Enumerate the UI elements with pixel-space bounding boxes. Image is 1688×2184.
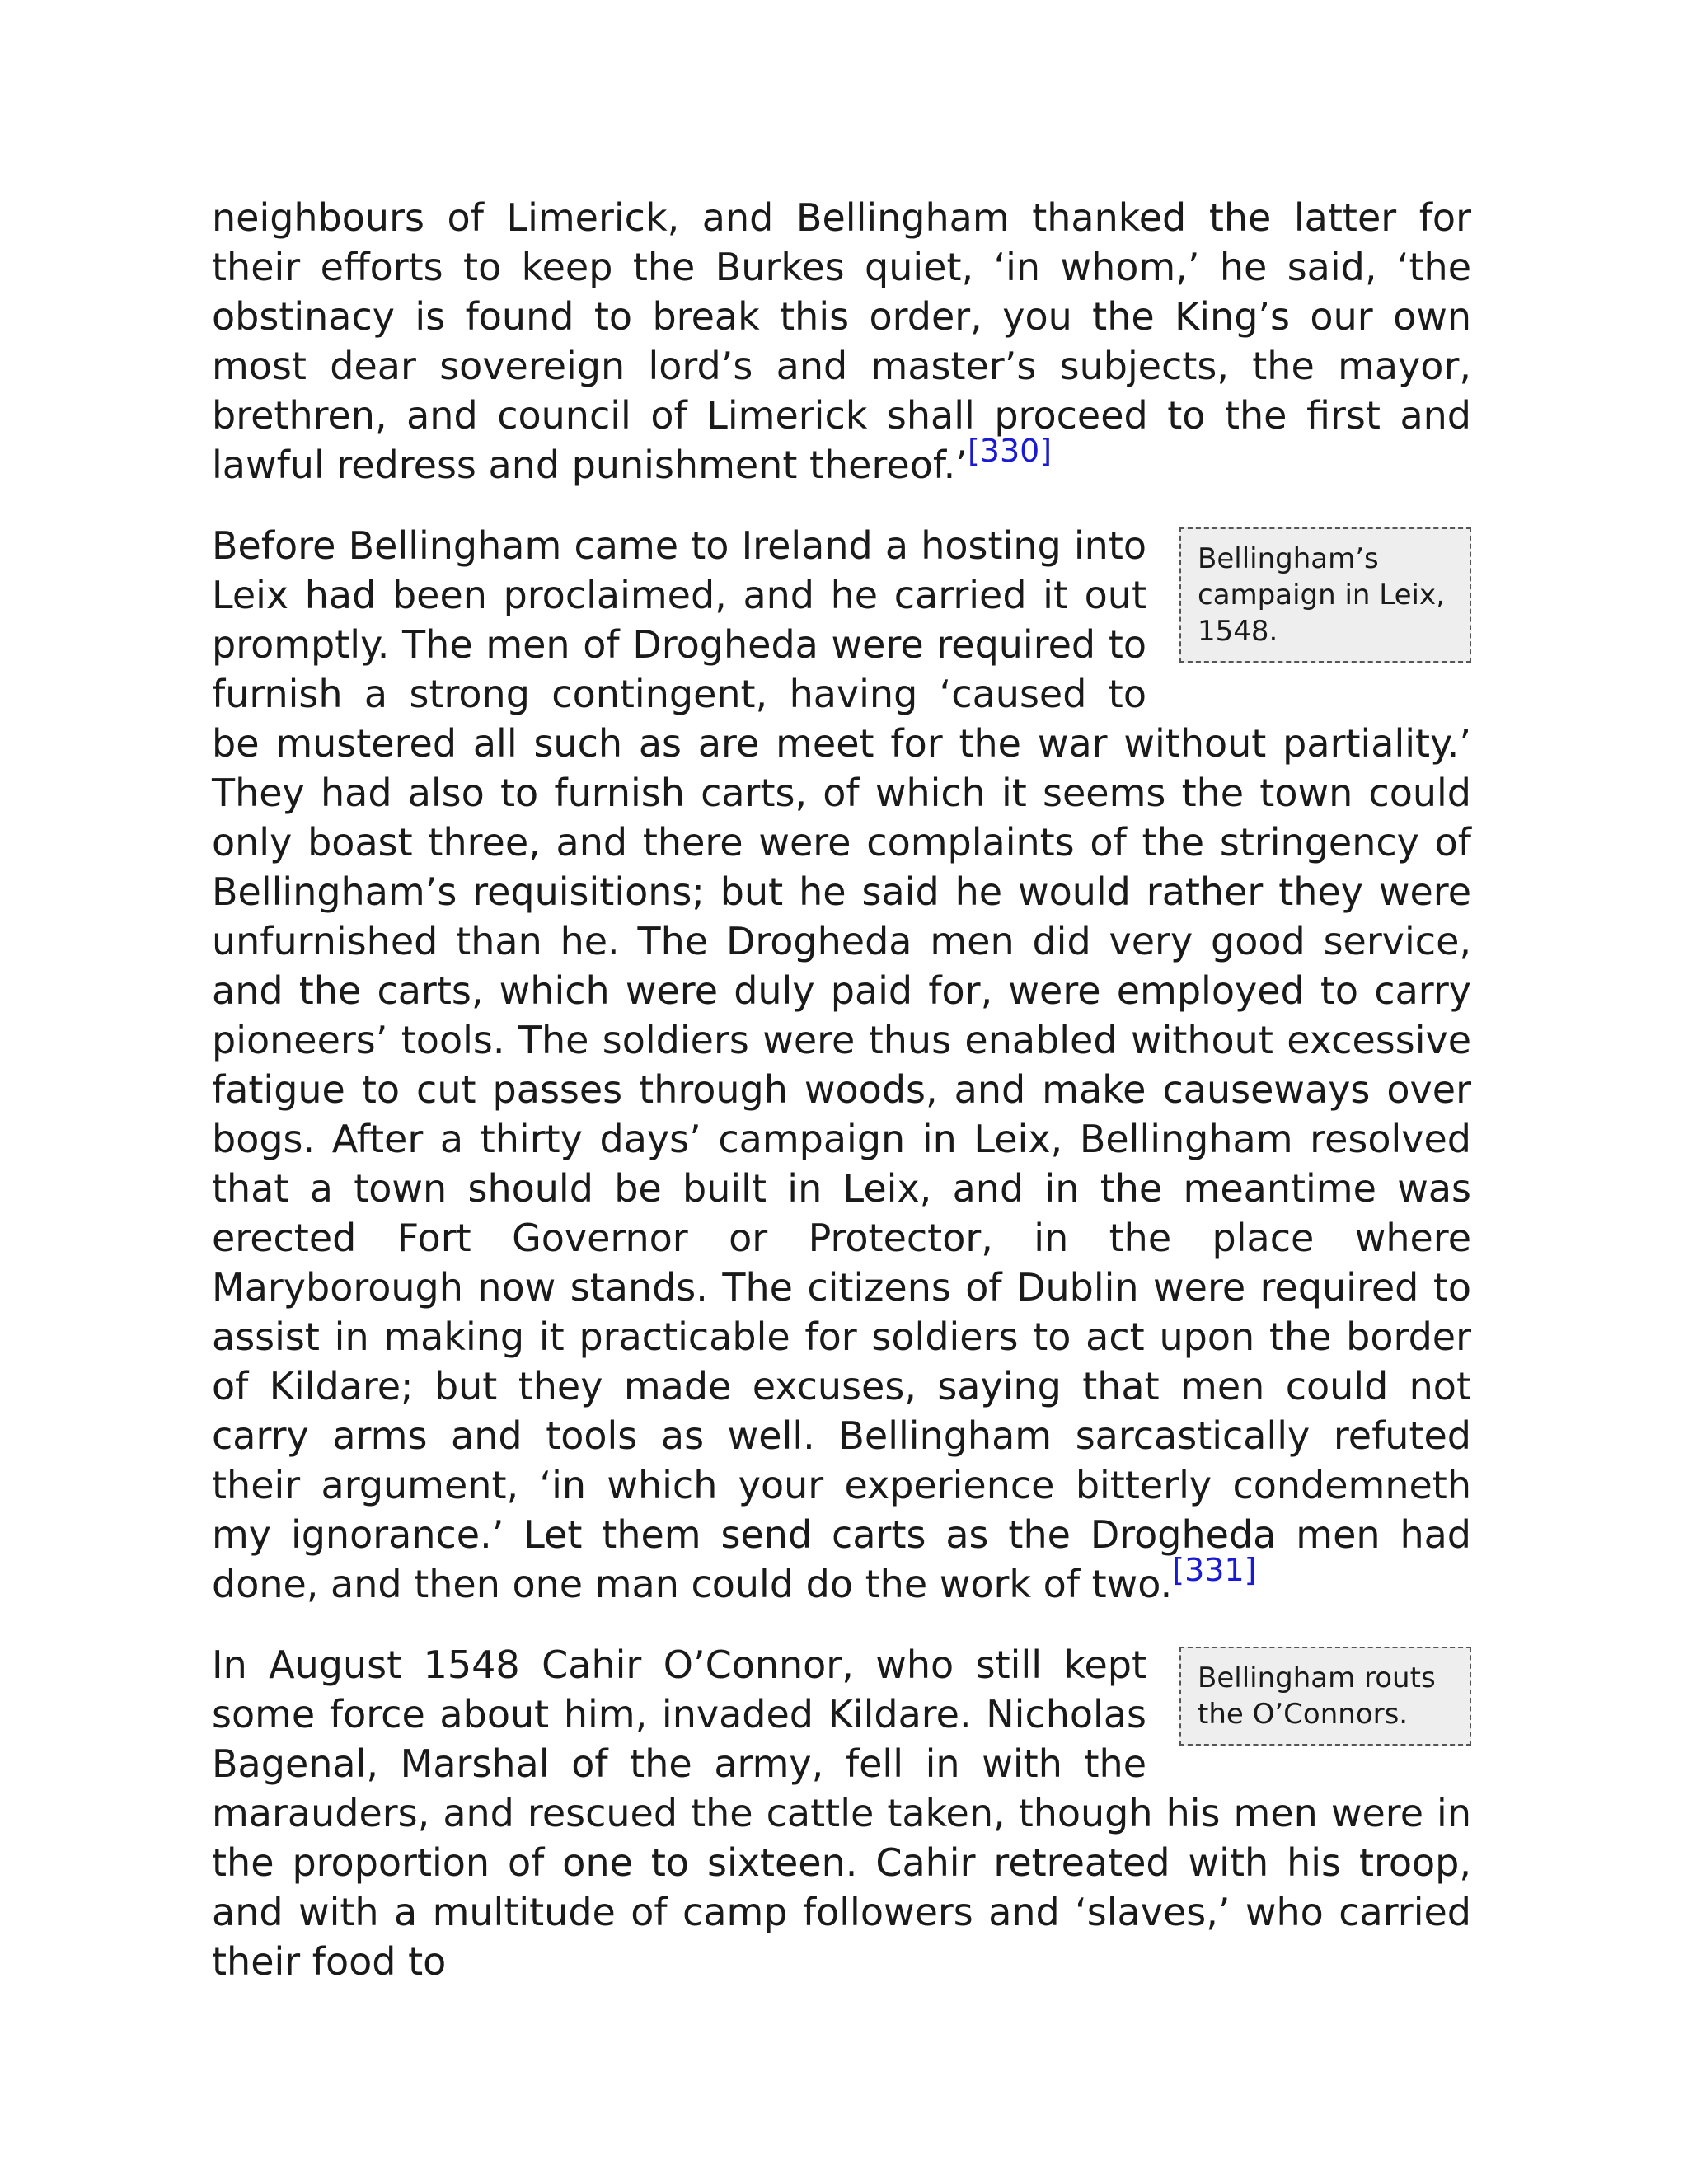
paragraph-text: Before Bellingham came to Ireland a hosting into Leix had been proclaimed, and he carried it out promptly. The men of Drogheda were required to furnish a strong contingent, having ‘caused to be mustered all such as are meet for the war without partiality.’ They had also to furnish carts, of which it seems the town could only boast three, and there were complaints of the stringency of Bellingham’s requisitions; but he said he would rather they were unfurnished than he. The Drogheda men did very good service, and the carts, which were duly paid for, were employed to carry pioneers’ tools. The soldiers were thus enabled without excessive fatigue to cut passes through woods, and make causeways over bogs. After a thirty days’ campaign in Leix, Bellingham resolved that a town should be built in Leix, and in the meantime was erected Fort Governor or Protector, in the place where Maryborough now stands. The citizens of Dublin were required to assist in making it practicable for soldiers to act upon the border of Kildare; but they made excuses, saying that men could not carry arms and tools as well. Bellingham sarcastically refuted their argument, ‘in which your experience bitterly condemneth my ignorance.’ Let them send carts as the Drogheda men had done, and then one man could do the work of two. <box>212 523 1471 1606</box>
sidenote-oconnors-routed: Bellingham routs the O’Connors. <box>1179 1647 1471 1746</box>
footnote-link-331[interactable]: [331] <box>1172 1552 1257 1588</box>
document-page <box>212 193 1471 2018</box>
paragraph-1 <box>212 193 1471 490</box>
paragraph-3 <box>212 1640 1471 1986</box>
paragraph-text: In August 1548 Cahir O’Connor, who still kept some force about him, invaded Kildare. Nicholas Bagenal, Marshal of the army, fell in with the marauders, and rescued the cattle taken, though his men were in the proportion of one to sixteen. Cahir retreated with his troop, and with a multitude of camp followers and ‘slaves,’ who carried their food to <box>212 1643 1471 1984</box>
paragraph-text: neighbours of Limerick, and Bellingham thanked the latter for their efforts to keep the Burkes quiet, ‘in whom,’ he said, ‘the obstinacy is found to break this order, you the King’s our own most dear sovereign lord’s and master’s subjects, the mayor, brethren, and council of Limerick shall proceed to the first and lawful redress and punishment thereof.’ <box>212 195 1471 487</box>
footnote-link-330[interactable]: [330] <box>967 433 1053 469</box>
paragraph-2 <box>212 521 1471 1609</box>
sidenote-leix-campaign: Bellingham’s campaign in Leix, 1548. <box>1179 527 1471 663</box>
